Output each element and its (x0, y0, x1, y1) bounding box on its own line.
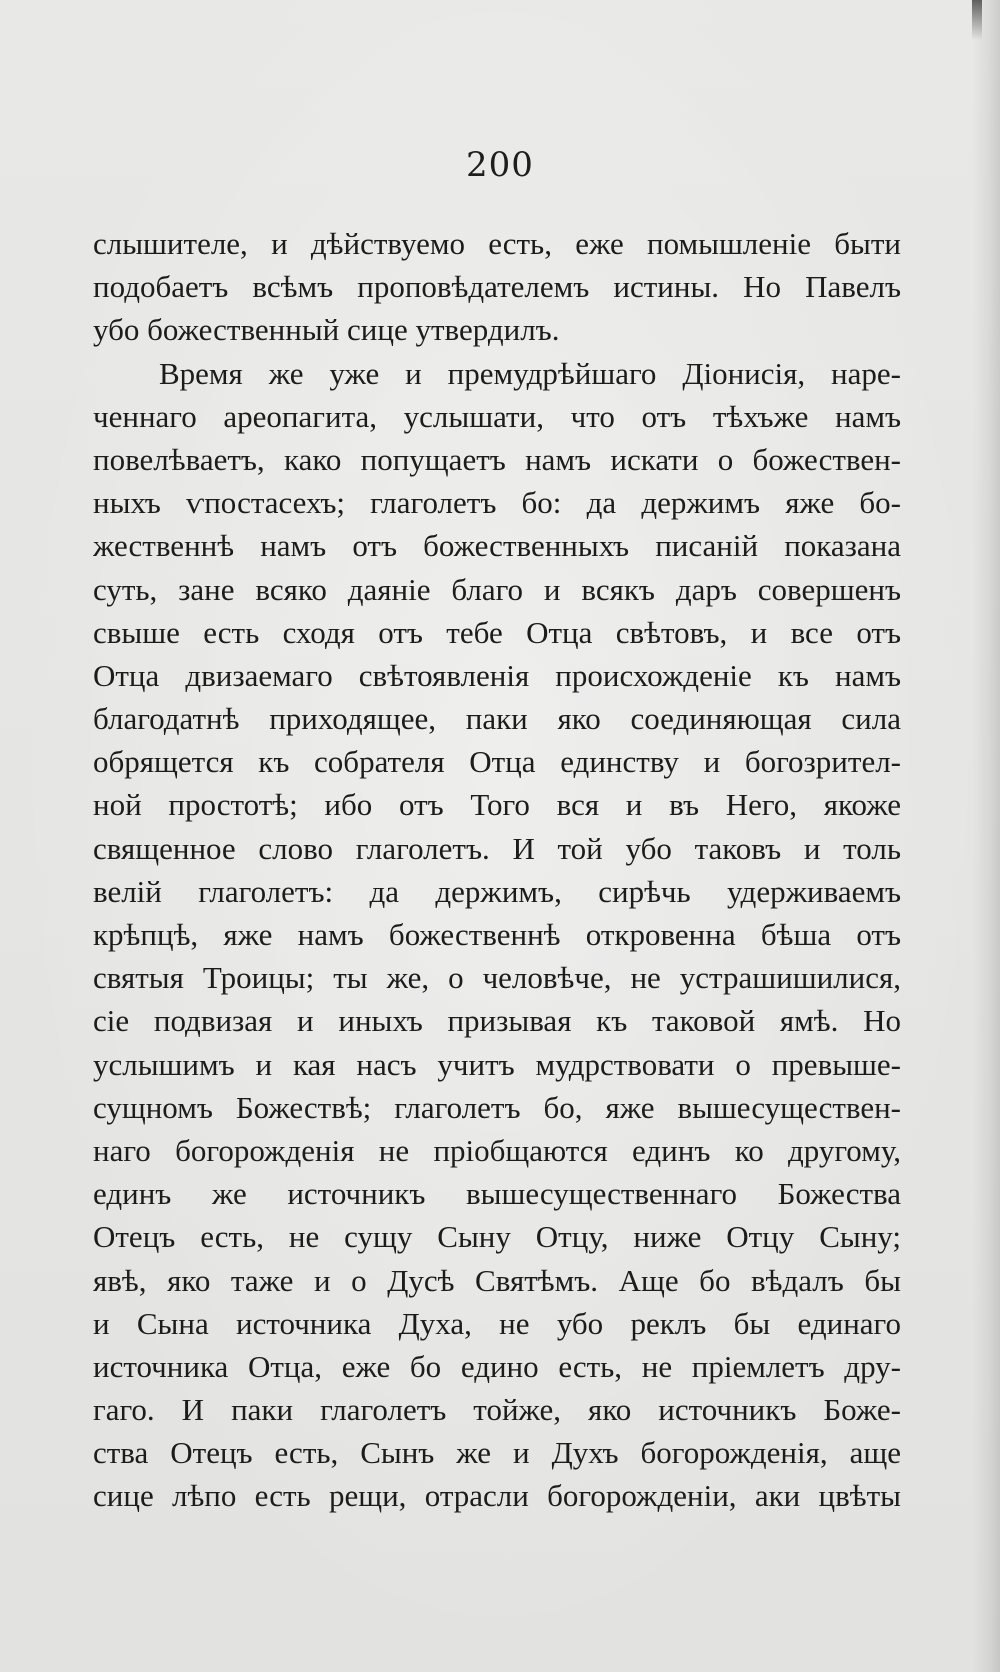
text-line-22: наго богорожденія не пріобщаются единъ ко другому, (93, 1132, 901, 1168)
text-line-19: сіе подвизая и иныхъ призывая къ таковой ямѣ. Но (93, 1003, 901, 1039)
text-line-6: повелѣваетъ, како попущаетъ намъ искати о божествен- (93, 441, 901, 477)
text-line-14: ной простотѣ; ибо отъ Того вся и въ Него, якоже (93, 787, 901, 823)
text-line-28: гаго. И паки глаголетъ тойже, яко источникъ Боже- (93, 1392, 901, 1428)
text-line-1: слышителе, и дѣйствуемо есть, еже помышленіе быти (93, 226, 901, 261)
text-line-12: благодатнѣ приходящее, паки яко соединяющая сила (93, 701, 901, 737)
text-line-15: священное слово глаголетъ. И той убо таковъ и толь (93, 830, 901, 866)
text-line-4: Время же уже и премудрѣйшаго Діонисія, наре- (159, 355, 901, 391)
text-line-11: Отца двизаемаго свѣтоявленія происхожденіе къ намъ (93, 657, 901, 693)
text-line-9: суть, зане всяко даяніе благо и всякъ даръ совершенъ (93, 571, 901, 607)
text-line-23: единъ же источникъ вышесущественнаго Божества (93, 1176, 901, 1212)
text-line-21: сущномъ Божествѣ; глаголетъ бо, яже вышесуществен- (93, 1089, 901, 1125)
text-line-26: и Сына источника Духа, не убо реклъ бы единаго (93, 1305, 901, 1341)
page-number: 200 (466, 145, 534, 185)
text-line-27: источника Отца, еже бо едино есть, не пріемлетъ дру- (93, 1348, 901, 1384)
text-line-8: жественнѣ намъ отъ божественныхъ писаній показана (93, 528, 901, 564)
text-line-16: велій глаголетъ: да держимъ, сирѣчь удерживаемъ (93, 873, 901, 909)
text-line-18: святыя Троицы; ты же, о человѣче, не устрашишилися, (93, 960, 901, 996)
text-line-13: обрящется къ собрателя Отца единству и богозрител- (93, 744, 901, 780)
text-line-5: ченнаго ареопагита, услышати, что отъ тѣхъже намъ (93, 398, 901, 434)
text-line-3: убо божественный сице утвердилъ. (93, 312, 560, 348)
text-line-24: Отецъ есть, не сущу Сыну Отцу, ниже Отцу Сыну; (93, 1219, 901, 1255)
text-line-10: свыше есть сходя отъ тебе Отца свѣтовъ, и все отъ (93, 614, 901, 650)
text-line-2: подобаетъ всѣмъ проповѣдателемъ истины. Но Павелъ (93, 269, 901, 305)
text-line-17: крѣпцѣ, яже намъ божественнѣ откровенна бѣша отъ (93, 917, 901, 952)
corner-mark (972, 0, 982, 40)
text-line-20: услышимъ и кая насъ учитъ мудрствовати о превыше- (93, 1046, 901, 1082)
body-text (93, 222, 901, 1518)
text-line-29: ства Отецъ есть, Сынъ же и Духъ богорожденія, аще (93, 1435, 901, 1471)
text-line-7: ныхъ ѵпостасехъ; глаголетъ бо: да держимъ яже бо- (93, 485, 901, 521)
text-line-25: явѣ, яко таже и о Дусѣ Святѣмъ. Аще бо вѣдалъ бы (93, 1262, 901, 1298)
page-edge-shadow (972, 0, 1000, 1672)
text-line-30: сице лѣпо есть рещи, отрасли богорожденіи, аки цвѣты (93, 1478, 901, 1514)
